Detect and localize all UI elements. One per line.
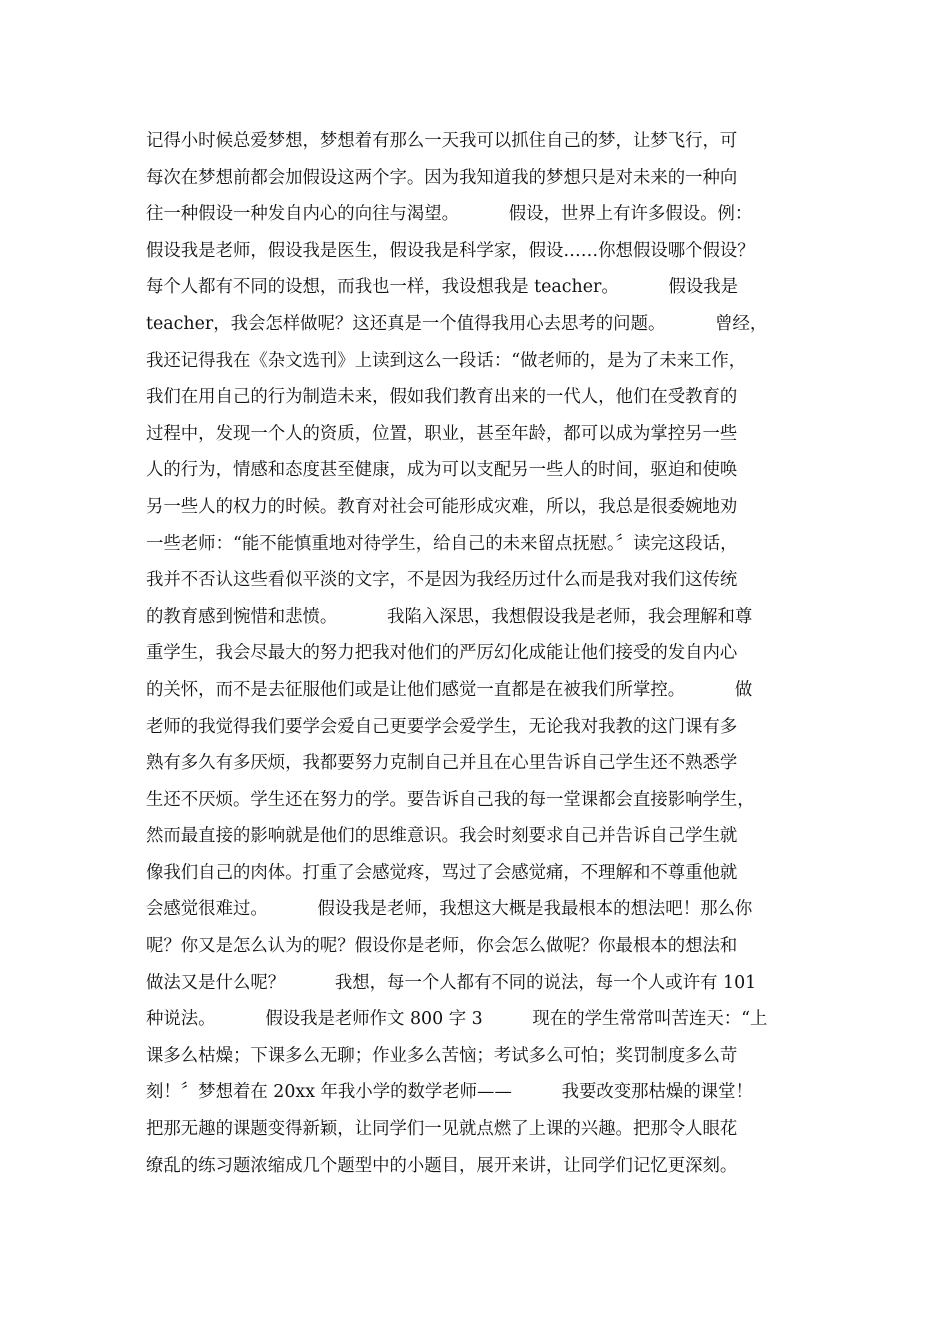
text-line: 记得小时候总爱梦想，梦想着有那么一天我可以抓住自己的梦，让梦飞行，可	[146, 131, 738, 151]
text-line: 过程中，发现一个人的资质，位置，职业，甚至年龄，都可以成为掌控另一些	[146, 423, 738, 444]
text-line: 假设我是老师，假设我是医生，假设我是科学家，假设……你想假设哪个假设？	[146, 240, 755, 261]
text-line: 往一种假设一种发自内心的向往与渴望。 假设，世界上有许多假设。例：	[146, 204, 753, 225]
text-line: 呢？你又是怎么认为的呢？假设你是老师，你会怎么做呢？你最根本的想法和	[146, 936, 738, 957]
text-line: 做法又是什么呢？ 我想，每一个人都有不同的说法，每一个人或许有 101	[146, 972, 757, 993]
text-line: 我们在用自己的行为制造未来，假如我们教育出来的一代人，他们在受教育的	[146, 387, 738, 408]
text-line: 把那无趣的课题变得新颖，让同学们一见就点燃了上课的兴趣。把那令人眼花	[146, 1119, 738, 1140]
text-line: 生还不厌烦。学生还在努力的学。要告诉自己我的每一堂课都会直接影响学生，	[146, 789, 755, 810]
text-line: 会感觉很难过。 假设我是老师，我想这大概是我最根本的想法吧！那么你	[146, 899, 753, 920]
text-line: 的关怀，而不是去征服他们或是让他们感觉一直都是在被我们所掌控。 做	[146, 679, 753, 700]
text-line: teacher，我会怎样做呢？这还真是一个值得我用心去思考的问题。 曾经，	[146, 313, 768, 334]
text-line: 课多么枯燥；下课多么无聊；作业多么苦恼；考试多么可怕；奖罚制度多么苛	[146, 1045, 738, 1066]
text-line: 的教育感到惋惜和悲愤。 我陷入深思，我想假设我是老师，我会理解和尊	[146, 606, 753, 627]
text-line: 然而最直接的影响就是他们的思维意识。我会时刻要求自己并告诉自己学生就	[146, 826, 738, 847]
text-line: 另一些人的权力的时候。教育对社会可能形成灾难，所以，我总是很委婉地劝	[146, 496, 738, 517]
text-line: 熟有多久有多厌烦，我都要努力克制自己并且在心里告诉自己学生还不熟悉学	[146, 753, 738, 774]
essay-body	[146, 123, 846, 1184]
text-line: 人的行为，情感和态度甚至健康，成为可以支配另一些人的时间，驱迫和使唤	[146, 460, 738, 481]
text-line: 像我们自己的肉体。打重了会感觉疼，骂过了会感觉痛，不理解和不尊重他就	[146, 862, 738, 883]
text-line: 老师的我觉得我们要学会爱自己更要学会爱学生，无论我对我教的这门课有多	[146, 716, 738, 737]
text-line: 种说法。 假设我是老师作文 800 字 3 现在的学生常常叫苦连天：“上	[146, 1009, 768, 1030]
text-line: 一些老师：“能不能慎重地对待学生，给自己的未来留点抚慰。〞读完这段话，	[146, 533, 738, 554]
text-line: 重学生，我会尽最大的努力把我对他们的严厉幻化成能让他们接受的发自内心	[146, 643, 738, 664]
text-line: 每次在梦想前都会加假设这两个字。因为我知道我的梦想只是对未来的一种向	[146, 167, 738, 188]
text-line: 我还记得我在《杂文选刊》上读到这么一段话：“做老师的，是为了未来工作，	[146, 350, 747, 371]
text-line: 每个人都有不同的设想，而我也一样，我设想我是 teacher。 假设我是	[146, 277, 739, 298]
text-line: 我并不否认这些看似平淡的文字，不是因为我经历过什么而是我对我们这传统	[146, 570, 738, 591]
text-line: 缭乱的练习题浓缩成几个题型中的小题目，展开来讲，让同学们记忆更深刻。	[146, 1155, 738, 1176]
text-line: 刻！〞梦想着在 20xx 年我小学的数学老师—— 我要改变那枯燥的课堂！	[146, 1082, 753, 1103]
